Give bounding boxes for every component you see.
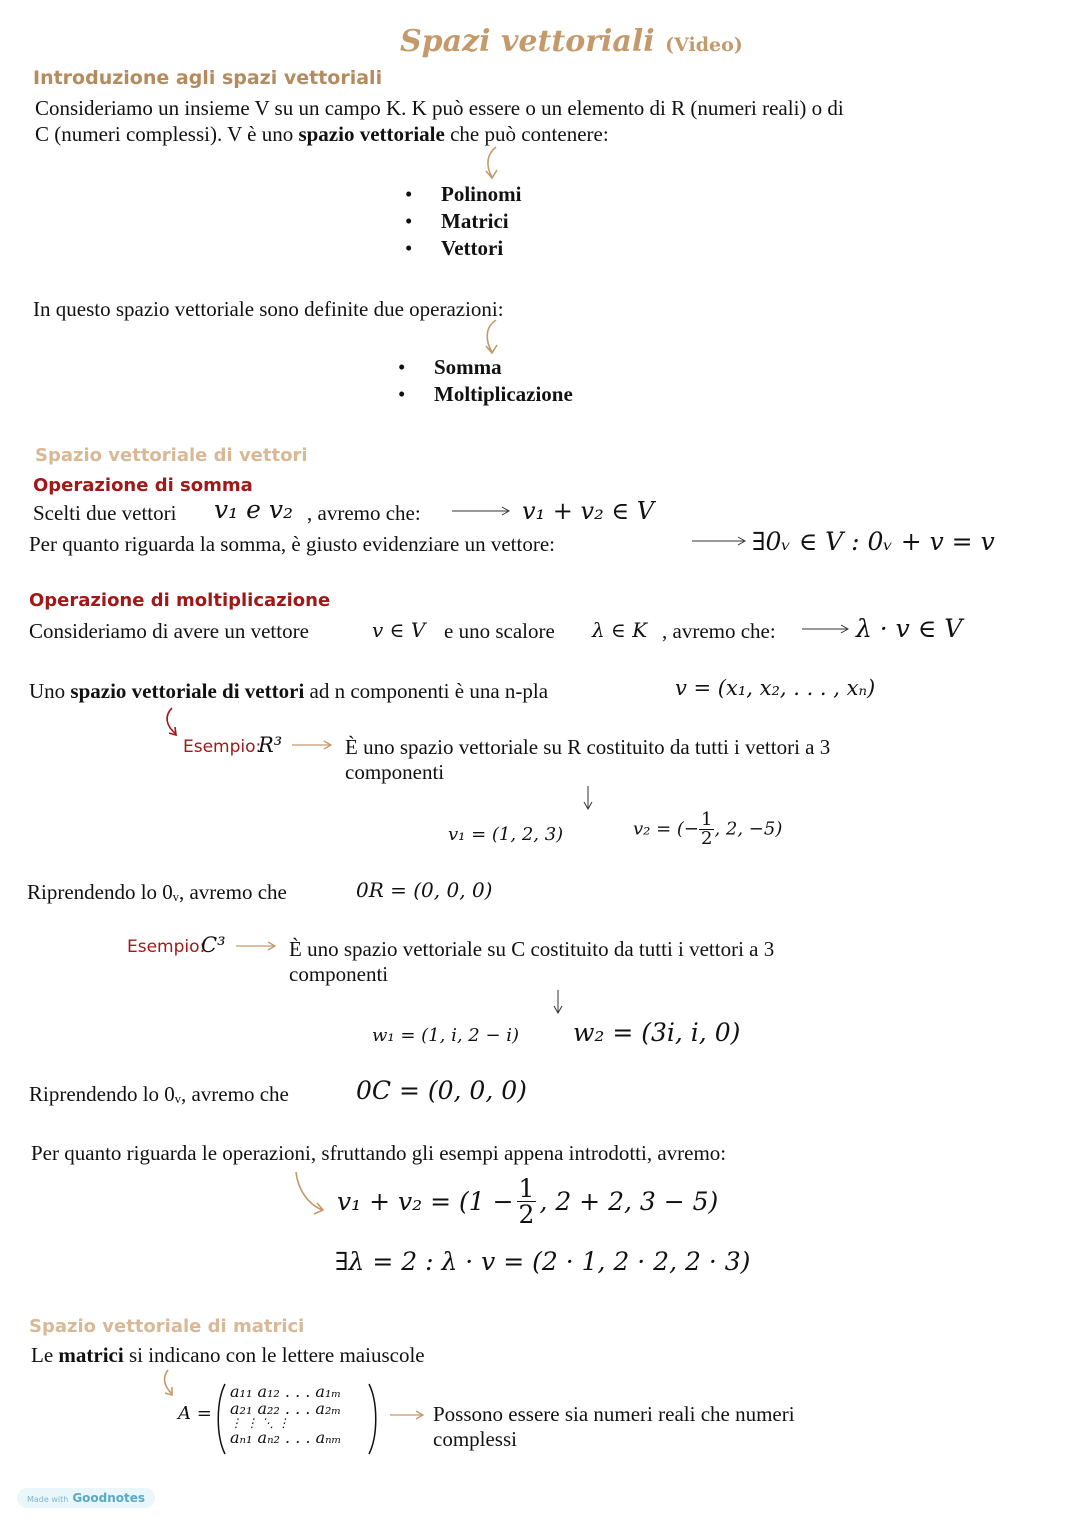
intro-line-1: Consideriamo un insieme V su un campo K. K può essere o un elemento di R (numeri reali) o di <box>35 96 844 120</box>
v2-suffix: , 2, −5) <box>714 818 783 840</box>
page-title <box>400 24 743 59</box>
matrices-heading: Spazio vettoriale di matrici <box>29 1316 305 1337</box>
matrix-row: a₂₁ a₂₂ . . . a₂ₘ <box>230 1399 342 1418</box>
example-r3-label: Esempio: <box>183 737 262 757</box>
goodnotes-brand: Goodnotes <box>72 1491 146 1505</box>
example-c3-desc-2: componenti <box>289 962 389 986</box>
example-r3-space: R³ <box>258 733 283 757</box>
list-item: • Vettori <box>405 235 522 262</box>
zero-result: ∃0ᵥ ∈ V : 0ᵥ + v = v <box>752 527 995 556</box>
sum-example-a: v₁ + v₂ = (1 − <box>337 1187 514 1216</box>
arrow-right-icon <box>692 536 748 548</box>
arrow-down-icon <box>552 990 566 1016</box>
list-item: • Moltiplicazione <box>398 381 573 408</box>
list-item: • Matrici <box>405 208 522 235</box>
npla-line <box>29 678 548 704</box>
mult-example: ∃λ = 2 : λ · v = (2 · 1, 2 · 2, 2 · 3) <box>335 1247 751 1276</box>
arrow-right-icon <box>292 740 334 752</box>
fraction <box>517 1176 537 1227</box>
example-r3-desc-1: È uno spazio vettoriale su R costituito da tutti i vettori a 3 <box>345 735 831 759</box>
intro-line-2-a: C (numeri complessi). V è uno <box>35 122 299 146</box>
npla-bold: spazio vettoriale di vettori <box>70 679 305 703</box>
fraction-numerator: 1 <box>701 809 713 830</box>
v2-prefix: v₂ = (− <box>633 818 700 840</box>
arrow-down-icon <box>480 145 510 185</box>
operations-intro: In questo spazio vettoriale sono definite due operazioni: <box>33 297 504 321</box>
arrow-down-icon <box>582 786 596 812</box>
zero-r-line: Riprendendo lo 0ᵥ, avremo che <box>27 880 287 904</box>
zero-c-line: Riprendendo lo 0ᵥ, avremo che <box>29 1082 289 1106</box>
made-with-text: Made with <box>27 1495 69 1504</box>
example-r3-v1: v₁ = (1, 2, 3) <box>448 824 564 845</box>
example-c3-space: C³ <box>201 933 226 957</box>
fraction <box>699 811 714 848</box>
arrow-right-icon <box>390 1410 426 1422</box>
example-c3-desc-1: È uno spazio vettoriale su C costituito da tutti i vettori a 3 <box>289 937 775 961</box>
sum-example <box>337 1176 718 1227</box>
mult-v: v ∈ V <box>372 618 426 642</box>
title-suffix: (Video) <box>665 34 743 56</box>
npla-b: ad n componenti è una n-pla <box>304 679 549 703</box>
matrix-label: A = <box>178 1403 212 1424</box>
vectors-heading: Spazio vettoriale di vettori <box>35 445 308 466</box>
zero-r-formula: 0R = (0, 0, 0) <box>356 878 493 902</box>
curved-arrow-icon <box>292 1170 328 1218</box>
intro-line-2 <box>35 121 609 147</box>
matrices-line-b: si indicano con le lettere maiuscole <box>123 1343 425 1367</box>
ops-examples-line: Per quanto riguarda le operazioni, sfruttando gli esempi appena introdotti, avremo: <box>31 1141 727 1165</box>
matrix-row: aₙ₁ aₙ₂ . . . aₙₘ <box>230 1428 342 1447</box>
sum-vars: v₁ e v₂ <box>214 495 293 524</box>
fraction-numerator: 1 <box>518 1174 535 1203</box>
title-text: Spazi vettoriali <box>400 24 655 59</box>
example-r3-v2 <box>633 811 782 848</box>
sum-result: v₁ + v₂ ∈ V <box>522 497 655 525</box>
contents-list <box>405 181 522 262</box>
mult-line-b: e uno scalore <box>444 619 555 643</box>
arrow-right-icon <box>452 506 512 518</box>
arrow-right-icon <box>236 941 278 953</box>
matrix-row: ⋮ ⋮ ⋱ ⋮ <box>230 1416 290 1430</box>
zero-line: Per quanto riguarda la somma, è giusto evidenziare un vettore: <box>29 532 555 556</box>
matrix-desc-2: complessi <box>433 1427 517 1451</box>
example-r3-desc-2: componenti <box>345 760 445 784</box>
arrow-right-icon <box>802 624 852 636</box>
sum-example-b: , 2 + 2, 3 − 5) <box>539 1187 719 1216</box>
operations-list <box>398 354 573 408</box>
fraction-denominator: 2 <box>518 1200 535 1229</box>
goodnotes-badge[interactable] <box>17 1488 155 1508</box>
zero-c-formula: 0C = (0, 0, 0) <box>356 1076 527 1105</box>
npla-formula: v = (x₁, x₂, . . . , xₙ) <box>675 676 876 700</box>
matrices-line-a: Le <box>31 1343 59 1367</box>
mult-lambda: λ ∈ K <box>592 618 648 642</box>
mult-line-a: Consideriamo di avere un vettore <box>29 619 309 643</box>
intro-line-2-b: che può contenere: <box>444 122 609 146</box>
mult-heading: Operazione di moltiplicazione <box>29 590 331 611</box>
curved-arrow-icon <box>158 1368 184 1400</box>
matrix-body <box>230 1383 341 1446</box>
matrix-row: a₁₁ a₁₂ . . . a₁ₘ <box>230 1382 342 1401</box>
example-c3-w2: w₂ = (3i, i, 0) <box>573 1018 741 1047</box>
matrices-line <box>31 1342 425 1368</box>
list-item: • Somma <box>398 354 573 381</box>
sum-heading: Operazione di somma <box>33 475 253 496</box>
example-c3-label: Esempio: <box>127 937 206 957</box>
sum-line: Scelti due vettori <box>33 501 177 525</box>
mult-result: λ · v ∈ V <box>856 614 963 643</box>
intro-heading: Introduzione agli spazi vettoriali <box>33 67 383 89</box>
mult-line-c: , avremo che: <box>662 619 776 643</box>
intro-line-2-bold: spazio vettoriale <box>298 122 445 146</box>
matrix-desc-1: Possono essere sia numeri reali che numeri <box>433 1402 795 1426</box>
fraction-denominator: 2 <box>701 828 713 849</box>
list-item: • Polinomi <box>405 181 522 208</box>
arrow-down-icon <box>478 318 508 358</box>
sum-after: , avremo che: <box>307 501 421 525</box>
example-c3-w1: w₁ = (1, i, 2 − i) <box>372 1025 520 1046</box>
curved-arrow-icon <box>160 706 186 740</box>
npla-a: Uno <box>29 679 71 703</box>
matrices-line-bold: matrici <box>58 1343 124 1367</box>
